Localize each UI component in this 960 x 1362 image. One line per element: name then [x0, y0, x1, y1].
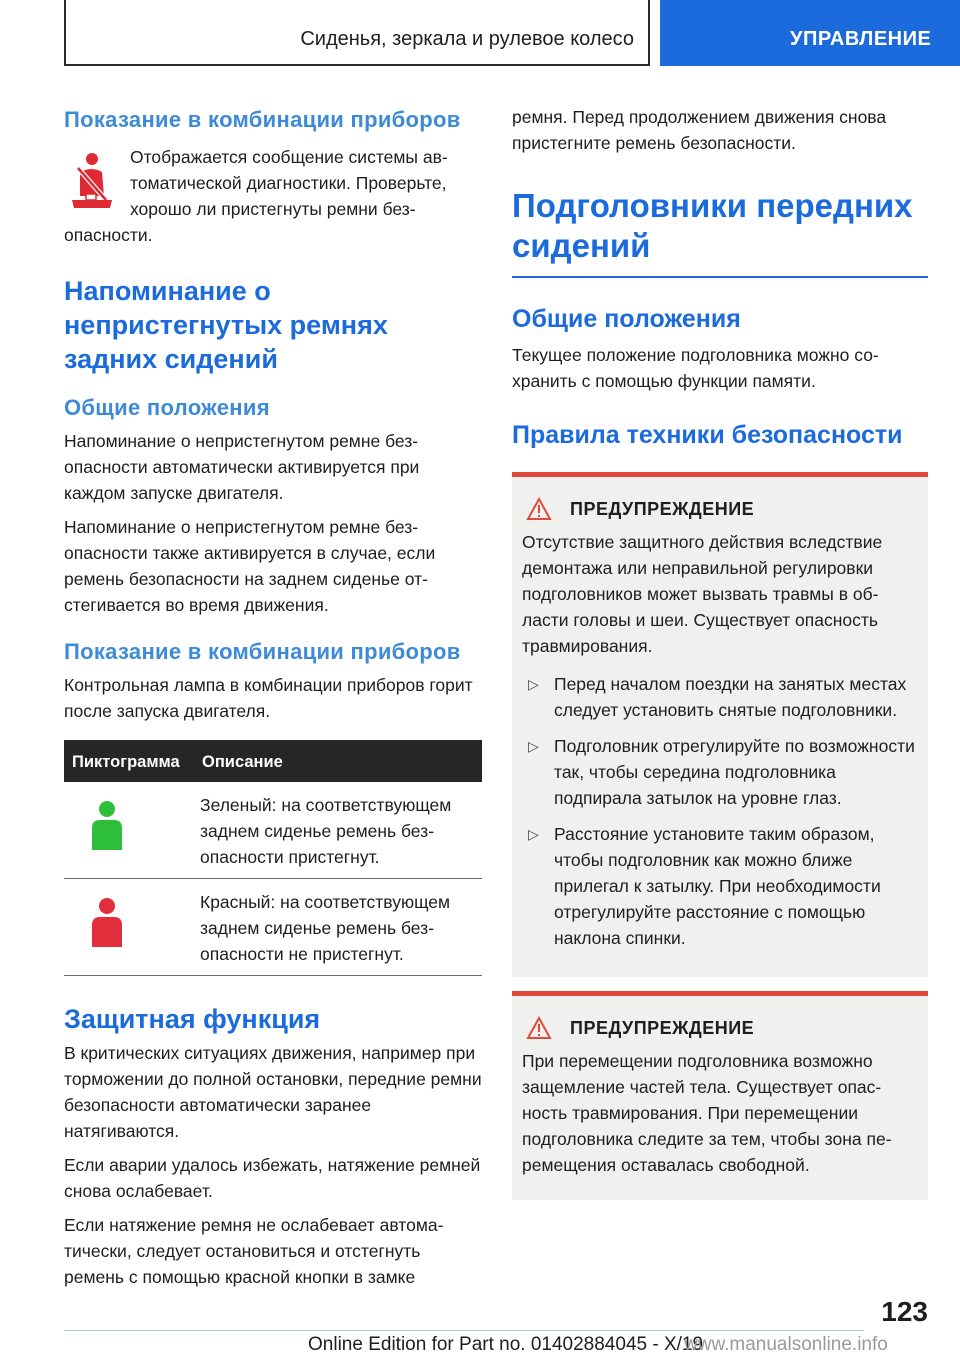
heading-indicator-2: Показание в комбинации приборов	[64, 639, 461, 664]
footer-watermark: www.manualsonline.info	[684, 1334, 888, 1355]
header-chapter-tab	[660, 0, 960, 66]
heading-general-1: Общие положения	[64, 395, 270, 420]
heading-general-2: Общие положения	[512, 305, 741, 333]
heading-reminder: Напоминание о непристегнутых ремнях задних сидений	[64, 276, 388, 374]
warning-2-text: При перемещении подголовника возможно защемление частей тела. Существует опасность травмирования. При перемещении подголовника следите за тем, чтобы зона перемещения оставалась свободной.	[522, 1051, 892, 1175]
list-item: ▷ Подголовник отрегулируйте по возможности так, чтобы середина подголовника подпирала затылок на уровне глаз.	[522, 733, 918, 811]
warning-1-list	[522, 671, 918, 951]
footer-edition: Online Edition for Part no. 01402884045 - X/19	[308, 1334, 704, 1355]
indicator-1-text: Отображается сообщение системы автоматической диагностики. Проверьте, хорошо ли пристегнуты ремни безопасности.	[64, 147, 448, 245]
list-item: ▷ Расстояние установите таким образом, чтобы подголовник как можно ближе прилегал к затылку. При необходимости отрегулируйте расстояние с помощью наклона спинки.	[522, 821, 918, 951]
heading-protect: Защитная функция	[64, 1004, 321, 1034]
bullet-triangle-icon: ▷	[528, 738, 539, 754]
table-cell-green: Зеленый: на соответствующем заднем сиденье ремень безопасности пристегнут.	[194, 782, 482, 879]
header-chapter-title: УПРАВЛЕНИЕ	[790, 28, 932, 50]
heading-headrests: Подголовники передних сидений	[512, 187, 913, 264]
warning-1-title: ПРЕДУПРЕЖДЕНИЕ	[570, 498, 755, 519]
warning-box-2	[512, 991, 928, 1200]
protect-paragraph-3: Если натяжение ремня не ослабевает автоматически, следует остановиться и отстегнуть ремень с помощью красной кнопки в замке	[64, 1215, 444, 1287]
table-row	[64, 879, 482, 976]
heading-indicator-1: Показание в комбинации приборов	[64, 107, 461, 132]
warning-1-text: Отсутствие защитного действия вследствие демонтажа или неправильной регулировки подголовников может вызвать травмы в области головы и шеи. Существует опасность травмирования.	[522, 532, 883, 656]
seat-occupant-red-icon	[70, 897, 188, 957]
heading-safety: Правила техники безопасности	[512, 421, 903, 449]
table-header-pictogram: Пиктограмма	[64, 740, 194, 782]
bullet-triangle-icon: ▷	[528, 676, 539, 692]
general-text-right: Текущее положение подголовника можно сохранить с помощью функции памяти.	[512, 345, 879, 391]
divider	[512, 276, 928, 278]
seatbelt-warning-icon	[64, 150, 118, 216]
warning-2-title: ПРЕДУПРЕЖДЕНИЕ	[570, 1017, 755, 1038]
warning-box-1	[512, 472, 928, 977]
protect-paragraph-1: В критических ситуациях движения, например при торможении до полной остановки, передние ремни безопасности автоматически заранее натягиваются.	[64, 1043, 482, 1141]
page-number: 123	[881, 1296, 928, 1327]
warning-triangle-icon	[526, 1016, 552, 1040]
general-paragraph-2: Напоминание о непристегнутом ремне безопасности также активируется в случае, если ремень безопасности на заднем сиденье отстегивается во время движения.	[64, 517, 436, 615]
table-cell-red: Красный: на соответствующем заднем сиденье ремень безопасности не пристегнут.	[194, 879, 482, 976]
table-row	[64, 782, 482, 879]
indicator-table	[64, 740, 482, 976]
continuation-text: ремня. Перед продолжением движения снова пристегните ремень безопасности.	[512, 107, 887, 153]
header-section-title: Сиденья, зеркала и рулевое колесо	[300, 28, 634, 50]
bullet-triangle-icon: ▷	[528, 826, 539, 842]
right-column	[512, 100, 928, 1200]
general-paragraph-1: Напоминание о непристегнутом ремне безопасности автоматически активируется при каждом запуске двигателя.	[64, 431, 420, 503]
left-column	[64, 100, 482, 1290]
table-header-description: Описание	[194, 740, 482, 782]
protect-paragraph-2: Если аварии удалось избежать, натяжение ремней снова ослабевает.	[64, 1155, 481, 1201]
footer-divider	[64, 1330, 864, 1331]
warning-triangle-icon	[526, 497, 552, 521]
header-section-tab	[64, 0, 650, 66]
list-item: ▷ Перед началом поездки на занятых местах следует установить снятые подголовники.	[522, 671, 918, 723]
indicator-2-text: Контрольная лампа в комбинации приборов горит после запуска двигателя.	[64, 675, 473, 721]
seat-occupant-green-icon	[70, 800, 188, 860]
